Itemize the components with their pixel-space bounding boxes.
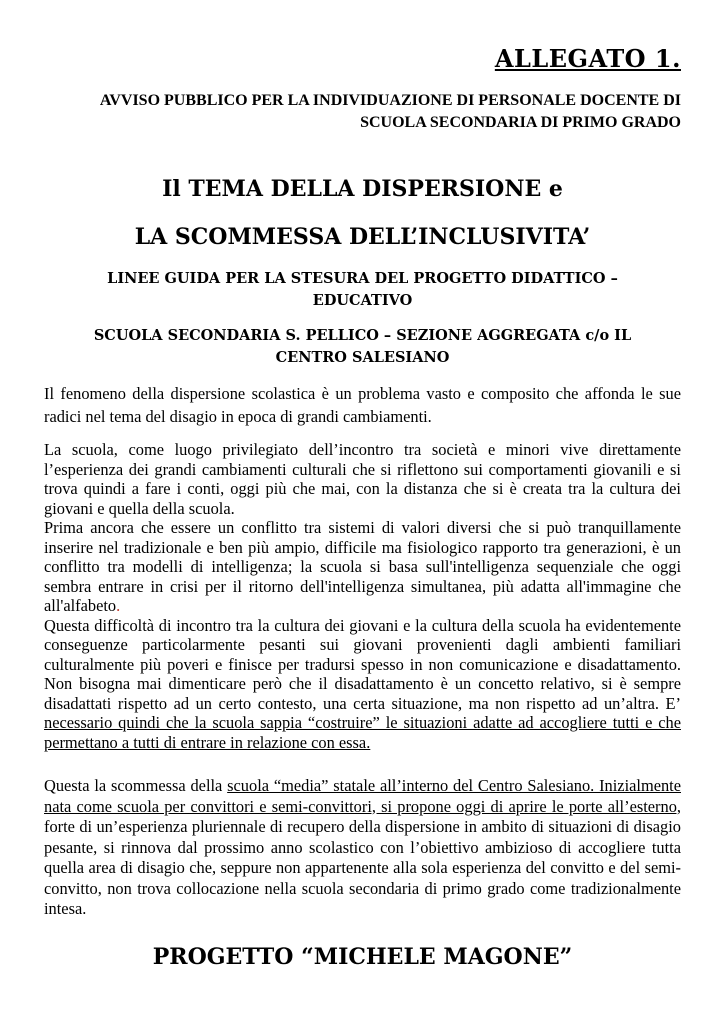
paragraph-scommessa-start: Questa la scommessa della [44, 776, 228, 795]
paragraph-scuola-part-2-dot: . [116, 596, 121, 615]
paragraph-scommessa [44, 776, 681, 920]
avviso-heading [41, 90, 681, 134]
subtitle-scuola [60, 325, 665, 369]
paragraph-scuola [44, 440, 681, 752]
avviso-line-2: SCUOLA SECONDARIA DI PRIMO GRADO [360, 114, 681, 131]
paragraph-scuola-part-2-text: Prima ancora che essere un conflitto tra sistemi di valori diversi che si può tranquillamente inserire nel tradizionale e ben più ampio, difficile ma fisiologico rapporto tra generazioni, è un conflitto tra modelli di intelligenza; la scuola si basa sull'intelligenza sequenziale che oggi sembra entrare in crisi per il ritorno dell'intelligenza simultanea, più adatta all'immagine che all'alfabeto [44, 518, 681, 615]
paragraph-scommessa-end: forte di un’esperienza pluriennale di recupero della dispersione in ambito di situazioni di disagio pesante, si rinnova dal prossimo anno scolastico con l’obiettivo ambizioso di accogliere tutta quella area di disagio che, seppure non appartenente alla sola esperienza del convitto e del semi-convitto, non trova collocazione nella scuola secondaria di primo grado come tradizionalmente intesa. [44, 817, 681, 918]
paragraph-scuola-part-2 [44, 518, 681, 616]
main-title-line-1: Il TEMA DELLA DISPERSIONE e [162, 176, 563, 202]
subtitle-linee-guida-line-2: EDUCATIVO [312, 292, 413, 309]
paragraph-scuola-part-3 [44, 616, 681, 753]
paragraph-scuola-part-1: La scuola, come luogo privilegiato dell’incontro tra società e minori vive direttamente l’esperienza dei grandi cambiamenti culturali che si riflettono sui comportamenti giovanili e si trova quindi a fare i conti, oggi più che mai, con la distanza che si è creata tra la cultura dei giovani e quella della scuola. [44, 440, 681, 518]
subtitle-linee-guida-line-1: LINEE GUIDA PER LA STESURA DEL PROGETTO DIDATTICO – [107, 270, 618, 287]
subtitle-linee-guida [60, 268, 665, 312]
subtitle-scuola-line-1: SCUOLA SECONDARIA S. PELLICO – SEZIONE AGGREGATA c/o IL [93, 327, 632, 344]
paragraph-scommessa-underlined: scuola “media” statale all’interno del Centro Salesiano. Inizialmente nata come scuola per convittori e semi-convittori, si propone oggi di aprire le porte all’esterno, [44, 776, 681, 816]
paragraph-scuola-part-3-underlined: necessario quindi che la scuola sappia “costruire” le situazioni adatte ad accogliere tutti e che permettano a tutti di entrare in relazione con essa. [44, 713, 681, 752]
progetto-title: PROGETTO “MICHELE MAGONE” [152, 944, 573, 970]
paragraph-scuola-part-3-text: Questa difficoltà di incontro tra la cultura dei giovani e la cultura della scuola ha evidentemente conseguenze particolarmente pesanti sui giovani provenienti dagli ambienti familiari culturalmente più poveri e finisce per tradursi spesso in non comunicazione e disadattamento. Non bisogna mai dimenticare però che il disadattamento è un concetto relativo, si è sempre disadattati rispetto ad un certo contesto, una certa situazione, ma non rispetto ad un’altra. E’ [44, 615, 681, 713]
allegato-heading: ALLEGATO 1. [494, 44, 681, 73]
avviso-line-1: AVVISO PUBBLICO PER LA INDIVIDUAZIONE DI PERSONALE DOCENTE DI [99, 92, 681, 109]
main-title-line-2: LA SCOMMESSA DELL’INCLUSIVITA’ [134, 224, 591, 250]
subtitle-scuola-line-2: CENTRO SALESIANO [275, 349, 450, 366]
paragraph-intro: Il fenomeno della dispersione scolastica è un problema vasto e composito che affonda le sue radici nel tema del disagio in epoca di grandi cambiamenti. [44, 384, 681, 426]
